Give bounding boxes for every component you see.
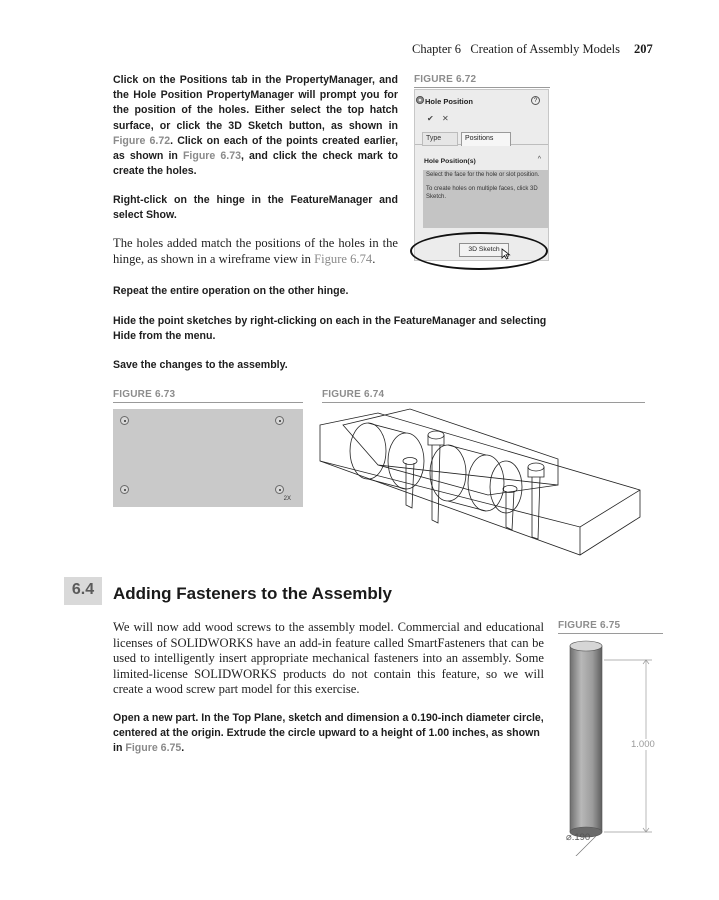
figure-reference-link[interactable]: Figure 6.72: [113, 134, 171, 147]
help-icon[interactable]: ?: [531, 96, 540, 105]
tab-positions-label: Positions: [465, 135, 494, 142]
text-run: The holes added match the positions of the holes in the hinge, as shown in a wireframe view in: [113, 236, 398, 266]
section-number: 6.4: [71, 581, 95, 598]
section-title: Adding Fasteners to the Assembly: [113, 584, 392, 603]
fasteners-paragraph: [113, 620, 544, 698]
instruction-save: [113, 358, 553, 373]
message-select-face: Select the face for the hole or slot position.: [426, 172, 540, 178]
chapter-label: Chapter 6: [412, 42, 461, 56]
text-run: .: [372, 251, 376, 266]
figure-674-label: FIGURE 6.74: [322, 389, 645, 403]
figure-reference-link[interactable]: Figure 6.73: [182, 150, 242, 163]
cancel-x-icon[interactable]: ✕: [442, 114, 449, 123]
tab-type-label: Type: [426, 135, 442, 142]
point-count-label: 2X: [283, 496, 291, 502]
text-run: Click on the Positions tab in the PropertyManager, and the Hole Position PropertyManager will prompt you for the position of the holes. Either select the top hatch surface, or click the 3D Sketch button, as shown in: [113, 74, 398, 132]
text-run: , and click the check mark to create the holes.: [113, 150, 398, 178]
instruction-repeat: [113, 284, 553, 299]
instruction-hide-sketches: [113, 314, 553, 344]
hole-position-message: [423, 170, 548, 228]
sketch-point[interactable]: [120, 485, 129, 494]
height-dimension: 1.000: [631, 739, 655, 750]
instruction-show-hinge: [113, 193, 398, 223]
chapter-title: Creation of Assembly Models: [470, 42, 620, 56]
figure-reference-link[interactable]: Figure 6.74: [314, 251, 373, 266]
figure-reference-link[interactable]: Figure 6.75: [125, 742, 182, 755]
hinge-wireframe-drawing: [318, 405, 648, 565]
text-run: Repeat the entire operation on the other hinge.: [113, 285, 349, 297]
text-run: Right-click on the hinge in the FeatureManager and select Show.: [113, 194, 398, 222]
text-run: Hide the point sketches by right-clicking on each in the FeatureManager and selecting Hide from the menu.: [113, 315, 547, 343]
collapse-chevron-icon[interactable]: ^: [537, 156, 541, 163]
instruction-positions-tab: [113, 73, 398, 179]
diameter-dimension: ⌀.190: [566, 832, 591, 843]
running-head: [412, 42, 672, 57]
tab-positions[interactable]: [461, 132, 511, 146]
property-manager-title: Hole Position: [425, 97, 473, 106]
text-run: .: [181, 742, 185, 755]
3d-sketch-highlight-ellipse: [410, 232, 548, 270]
holes-paragraph: [113, 236, 398, 267]
instruction-new-part: [113, 711, 548, 757]
figure-675-label: FIGURE 6.75: [558, 620, 663, 634]
text-run: We will now add wood screws to the assembly model. Commercial and educational licenses of SOLIDWORKS have an add-in feature called SmartFasteners that can be used to intelligently insert appropriate mechanical fasteners into an assembly. Some limited-license SOLIDWORKS products do not contain this feature, so we will create a wood screw part model for this exercise.: [113, 620, 544, 697]
text-run: Save the changes to the assembly.: [113, 359, 288, 371]
sketch-point[interactable]: [275, 416, 284, 425]
hole-positions-group-title: Hole Position(s): [424, 158, 476, 165]
figure-672-label: FIGURE 6.72: [414, 74, 550, 88]
sketch-point[interactable]: [275, 485, 284, 494]
hole-wizard-icon: [415, 95, 425, 105]
tab-type[interactable]: [422, 132, 458, 146]
ok-check-icon[interactable]: ✔: [427, 114, 434, 123]
figure-673-label: FIGURE 6.73: [113, 389, 303, 403]
message-multiple-faces: To create holes on multiple faces, click 3D Sketch.: [426, 186, 538, 200]
text-run: Open a new part. In the Top Plane, sketch and dimension a 0.190-inch diameter circle, centered at the origin. Extrude the circle upward to a height of 1.00 inches, as shown in: [113, 712, 544, 755]
sketch-point[interactable]: [120, 416, 129, 425]
sketch-points-view: [113, 409, 303, 507]
text-run: . Click on each of the points created earlier, as shown in: [113, 134, 399, 163]
page-number: 207: [633, 42, 653, 56]
3d-sketch-button[interactable]: 3D Sketch: [459, 243, 509, 257]
